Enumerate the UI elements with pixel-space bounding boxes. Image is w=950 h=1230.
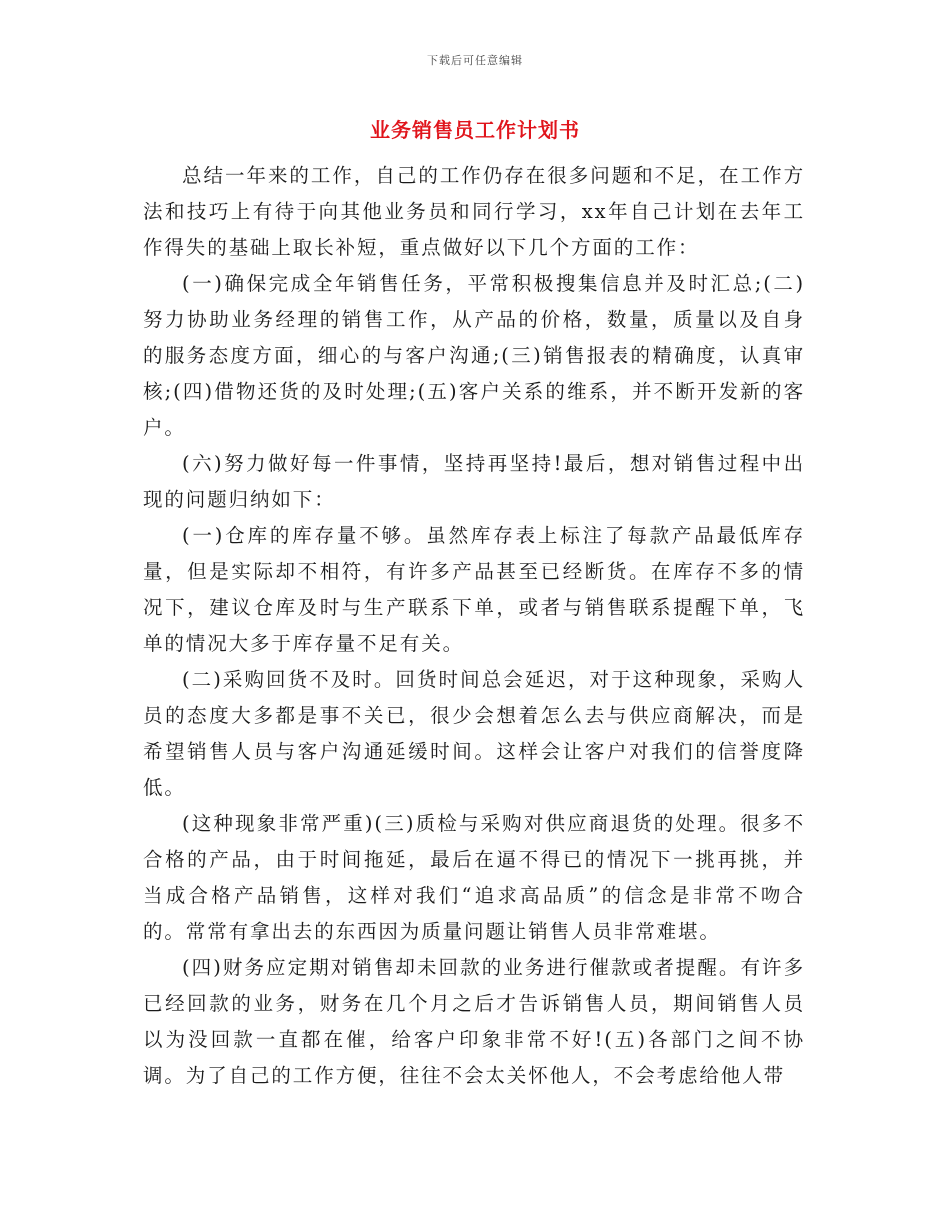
paragraph-issue-purchasing: (二)采购回货不及时。回货时间总会延迟，对于这种现象，采购人员的态度大多都是事不关已，很少会想着怎么去与供应商解决，而是希望销售人员与客户沟通延缓时间。这样会让客户对我们的信誉度降低。 (143, 668, 805, 799)
paragraph-issue-quality: (这种现象非常严重)(三)质检与采购对供应商退货的处理。很多不合格的产品，由于时间拖延，最后在逼不得已的情况下一挑再挑，并当成合格产品销售，这样对我们“追求高品质”的信念是非常不吻合的。常常有拿出去的东西因为质量问题让销售人员非常难堪。 (143, 812, 805, 943)
header-note: 下载后可任意编辑 (427, 54, 523, 67)
document-body (143, 158, 805, 1094)
document-title: 业务销售员工作计划书 (370, 118, 580, 142)
paragraph-plan-items: (一)确保完成全年销售任务，平常积极搜集信息并及时汇总;(二)努力协助业务经理的销售工作，从产品的价格，数量，质量以及自身的服务态度方面，细心的与客户沟通;(三)销售报表的精确度，认真审核;(四)借物还货的及时处理;(五)客户关系的维系，并不断开发新的客户。 (143, 272, 805, 439)
paragraph-issue-inventory: (一)仓库的库存量不够。虽然库存表上标注了每款产品最低库存量，但是实际却不相符，有许多产品甚至已经断货。在库存不多的情况下，建议仓库及时与生产联系下单，或者与销售联系提醒下单，飞单的情况大多于库存量不足有关。 (143, 524, 805, 655)
paragraph-issue-finance: (四)财务应定期对销售却未回款的业务进行催款或者提醒。有许多已经回款的业务，财务在几个月之后才告诉销售人员，期间销售人员以为没回款一直都在催，给客户印象非常不好!(五)各部门之间不协调。为了自己的工作方便，往往不会太关怀他人，不会考虑给他人带 (143, 956, 805, 1087)
paragraph-intro: 总结一年来的工作，自己的工作仍存在很多问题和不足，在工作方法和技巧上有待于向其他业务员和同行学习，xx年自己计划在去年工作得失的基础上取长补短，重点做好以下几个方面的工作： (143, 164, 805, 259)
paragraph-plan-item-six: (六)努力做好每一件事情，坚持再坚持!最后，想对销售过程中出现的问题归纳如下： (143, 452, 805, 511)
